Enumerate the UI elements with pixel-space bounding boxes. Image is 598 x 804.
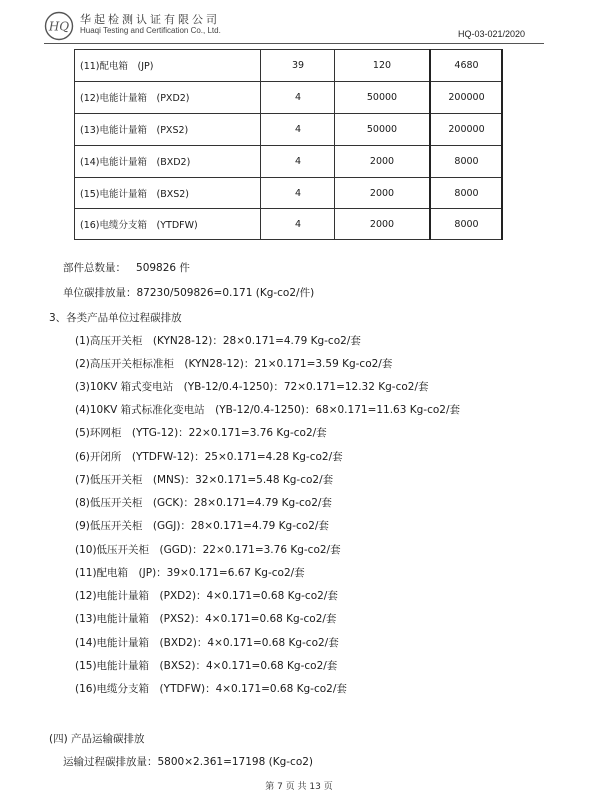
table-row [74, 81, 503, 113]
section-4-heading: (四) 产品运输碳排放 [49, 733, 145, 745]
quantity-cell: 120 [372, 59, 392, 71]
table-row [74, 208, 503, 240]
calc-line: (14)电能计量箱 (BXD2)：4×0.171=0.68 Kg-co2/套 [75, 637, 339, 649]
company-name-en: Huaqi Testing and Certification Co., Ltd. [80, 26, 221, 35]
transport-emission-line: 运输过程碳排放量：5800×2.361=17198 (Kg-co2) [63, 756, 314, 768]
unit-value-cell: 4 [294, 123, 302, 135]
table-row [74, 113, 503, 145]
calc-line: (12)电能计量箱 (PXD2)：4×0.171=0.68 Kg-co2/套 [75, 590, 338, 602]
svg-text:HQ: HQ [48, 19, 70, 34]
total-cell: 200000 [448, 91, 485, 103]
total-cell: 200000 [448, 123, 485, 135]
product-name-cell: (12)电能计量箱 (PXD2) [80, 93, 190, 104]
document-code: HQ-03-021/2020 [458, 29, 526, 39]
calc-line: (8)低压开关柜 (GCK)：28×0.171=4.79 Kg-co2/套 [75, 497, 332, 509]
calc-line: (9)低压开关柜 (GGJ)：28×0.171=4.79 Kg-co2/套 [75, 520, 329, 532]
calc-line: (2)高压开关柜标准柜 (KYN28-12)：21×0.171=3.59 Kg-co2/套 [75, 358, 393, 370]
calc-line: (4)10KV 箱式标准化变电站 (YB-12/0.4-1250)：68×0.171=11.63 Kg-co2/套 [75, 404, 461, 416]
unit-value-cell: 4 [294, 187, 302, 199]
calc-line: (1)高压开关柜 (KYN28-12)：28×0.171=4.79 Kg-co2/套 [75, 335, 361, 347]
calc-line: (16)电缆分支箱 (YTDFW)：4×0.171=0.68 Kg-co2/套 [75, 683, 347, 695]
quantity-cell: 2000 [369, 218, 395, 230]
total-cell: 8000 [454, 187, 479, 199]
unit-value-cell: 4 [294, 155, 302, 167]
company-name-cn: 华起检测认证有限公司 [80, 13, 220, 26]
unit-value-cell: 4 [294, 91, 302, 103]
product-name-cell: (14)电能计量箱 (BXD2) [80, 157, 191, 168]
total-parts-line: 部件总数量： 509826 件 [63, 262, 190, 274]
unit-value-cell: 4 [294, 218, 302, 230]
company-logo [44, 11, 74, 41]
product-name-cell: (11)配电箱 (JP) [80, 61, 154, 72]
table-row [74, 49, 503, 81]
page-number: 第 7 页 共 13 页 [265, 782, 333, 792]
total-cell: 8000 [454, 155, 479, 167]
product-name-cell: (15)电能计量箱 (BXS2) [80, 189, 190, 200]
total-cell: 8000 [454, 218, 479, 230]
unit-emission-line: 单位碳排放量：87230/509826=0.171 (Kg-co2/件) [63, 287, 315, 299]
calc-line: (13)电能计量箱 (PXS2)：4×0.171=0.68 Kg-co2/套 [75, 613, 337, 625]
calc-line: (11)配电箱 (JP)：39×0.171=6.67 Kg-co2/套 [75, 567, 305, 579]
product-name-cell: (13)电能计量箱 (PXS2) [80, 125, 189, 136]
calc-line: (6)开闭所 (YTDFW-12)：25×0.171=4.28 Kg-co2/套 [75, 451, 343, 463]
calc-line: (3)10KV 箱式变电站 (YB-12/0.4-1250)：72×0.171=12.32 Kg-co2/套 [75, 381, 429, 393]
calc-line: (15)电能计量箱 (BXS2)：4×0.171=0.68 Kg-co2/套 [75, 660, 338, 672]
emission-table [74, 49, 503, 240]
calc-line: (5)环网柜 (YTG-12)：22×0.171=3.76 Kg-co2/套 [75, 427, 327, 439]
table-row [74, 145, 503, 177]
table-row [74, 177, 503, 209]
quantity-cell: 2000 [369, 155, 395, 167]
section-3-heading: 3、各类产品单位过程碳排放 [49, 312, 182, 324]
quantity-cell: 50000 [366, 123, 398, 135]
calc-line: (7)低压开关柜 (MNS)：32×0.171=5.48 Kg-co2/套 [75, 474, 334, 486]
total-cell: 4680 [454, 59, 479, 71]
unit-value-cell: 39 [291, 59, 305, 71]
product-name-cell: (16)电缆分支箱 (YTDFW) [80, 220, 198, 231]
calc-line: (10)低压开关柜 (GGD)：22×0.171=3.76 Kg-co2/套 [75, 544, 341, 556]
quantity-cell: 50000 [366, 91, 398, 103]
header-divider [44, 43, 544, 44]
quantity-cell: 2000 [369, 187, 395, 199]
